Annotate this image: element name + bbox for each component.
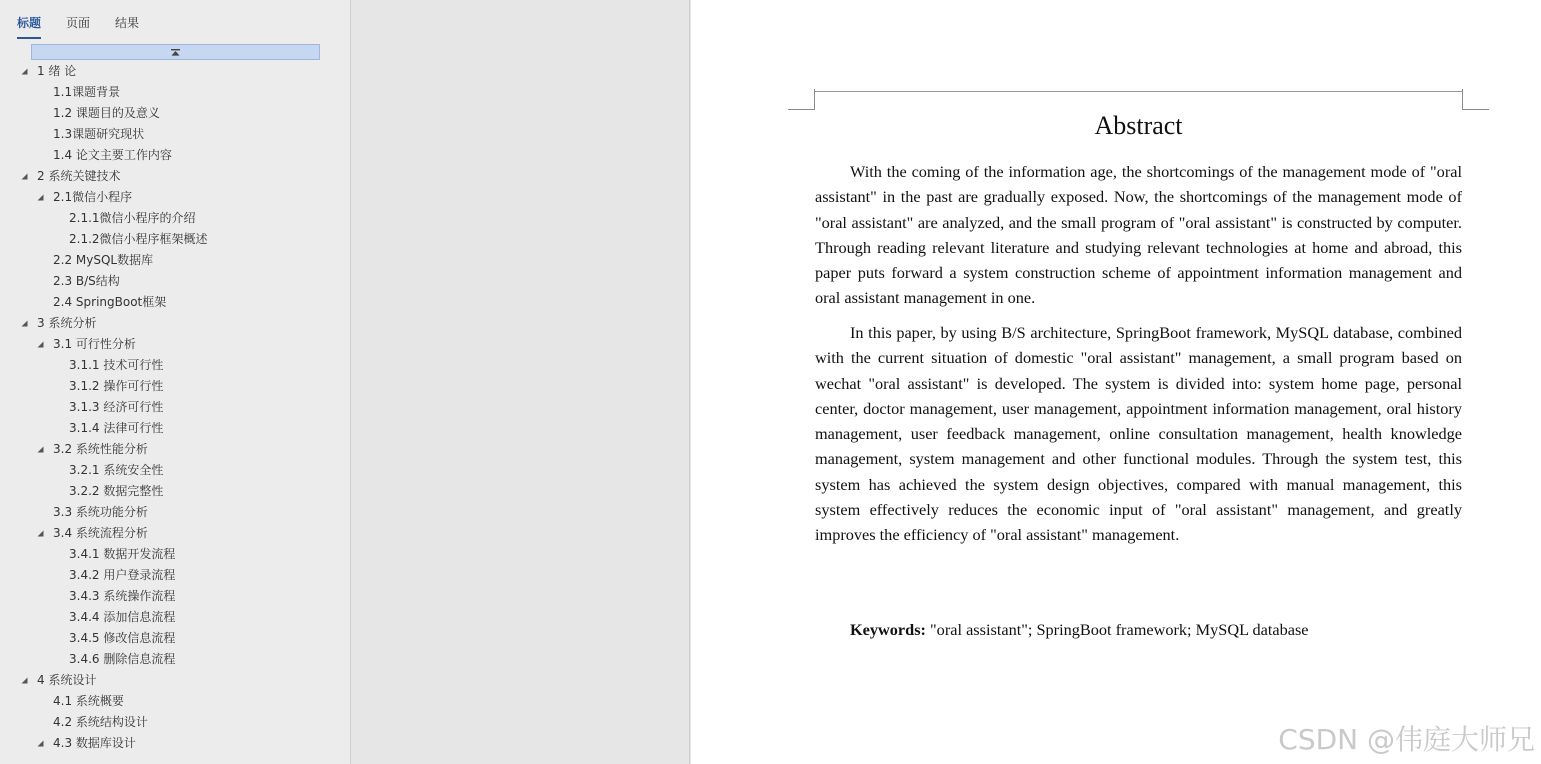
- outline-heading[interactable]: [0, 397, 350, 418]
- outline-heading-label: 1.4 论文主要工作内容: [53, 148, 172, 162]
- outline-heading-label: 2.4 SpringBoot框架: [53, 295, 167, 309]
- outline-heading[interactable]: [0, 271, 350, 292]
- outline-heading-label: 1.3课题研究现状: [53, 127, 145, 141]
- outline-heading-label: 4.2 系统结构设计: [53, 715, 148, 729]
- outline-heading-label: 3.4.6 删除信息流程: [69, 652, 176, 666]
- outline-heading[interactable]: [0, 586, 350, 607]
- outline-heading[interactable]: [0, 166, 350, 187]
- outline-heading-label: 3.2.2 数据完整性: [69, 484, 164, 498]
- outline-heading[interactable]: [0, 670, 350, 691]
- outline-heading-label: 3.4.2 用户登录流程: [69, 568, 176, 582]
- outline-heading[interactable]: [0, 691, 350, 712]
- outline-heading-label: 2.1微信小程序: [53, 190, 133, 204]
- outline-heading[interactable]: [0, 523, 350, 544]
- outline-heading-label: 1.1课题背景: [53, 85, 121, 99]
- outline-heading[interactable]: [0, 439, 350, 460]
- abstract-title: Abstract: [1094, 111, 1183, 140]
- outline-heading[interactable]: [0, 355, 350, 376]
- outline-heading-label: 3.4.3 系统操作流程: [69, 589, 176, 603]
- navigation-pane: [0, 0, 351, 764]
- heading-outline: [0, 61, 350, 754]
- document-canvas-background: [351, 0, 690, 764]
- outline-heading[interactable]: [0, 250, 350, 271]
- outline-heading-label: 2.1.2微信小程序框架概述: [69, 232, 208, 246]
- outline-heading-label: 3.1.4 法律可行性: [69, 421, 164, 435]
- outline-heading-label: 3.1 可行性分析: [53, 337, 136, 351]
- outline-heading-label: 1.2 课题目的及意义: [53, 106, 160, 120]
- outline-heading[interactable]: [0, 229, 350, 250]
- keywords-text: "oral assistant"; SpringBoot framework; MySQL database: [925, 620, 1309, 639]
- outline-heading-label: 4 系统设计: [37, 673, 97, 687]
- outline-heading[interactable]: [0, 565, 350, 586]
- outline-heading-label: 3.4.4 添加信息流程: [69, 610, 176, 624]
- outline-heading[interactable]: [0, 649, 350, 670]
- outline-heading[interactable]: [0, 712, 350, 733]
- keywords-label: Keywords:: [850, 620, 926, 639]
- outline-heading[interactable]: [0, 208, 350, 229]
- watermark: CSDN @伟庭大师兄: [1278, 723, 1535, 756]
- outline-heading-label: 3 系统分析: [37, 316, 97, 330]
- outline-heading-label: 3.4.1 数据开发流程: [69, 547, 176, 561]
- outline-heading-label: 3.3 系统功能分析: [53, 505, 148, 519]
- document-page[interactable]: [691, 0, 1541, 764]
- outline-heading[interactable]: [0, 187, 350, 208]
- outline-heading[interactable]: [0, 334, 350, 355]
- outline-heading-label: 3.1.1 技术可行性: [69, 358, 164, 372]
- outline-heading-label: 3.2.1 系统安全性: [69, 463, 164, 477]
- outline-heading-label: 3.2 系统性能分析: [53, 442, 148, 456]
- tab-pages[interactable]: 页面: [66, 16, 91, 30]
- crop-mark-top-right: [1462, 89, 1489, 110]
- outline-heading-label: 4.3 数据库设计: [53, 736, 136, 750]
- outline-heading[interactable]: [0, 82, 350, 103]
- outline-heading[interactable]: [0, 628, 350, 649]
- crop-mark-top-left: [788, 89, 815, 110]
- outline-heading[interactable]: [0, 376, 350, 397]
- outline-heading[interactable]: [0, 124, 350, 145]
- abstract-paragraph-2: In this paper, by using B/S architecture, SpringBoot framework, MySQL database, combined with the current situation of domestic "oral assistant" management, a small program based on wechat "oral assistant" is developed. The system is divided into: system home page, personal center, doctor management, user management, appointment information management, oral history management, user feedback management, online consultation management, health knowledge management, system management and other functional modules. Through the system test, this system has achieved the system design objectives, compared with manual management, this system effectively reduces the economic input of "oral assistant" management, and greatly improves the efficiency of "oral assistant" management.: [815, 323, 1462, 545]
- outline-heading-label: 3.1.2 操作可行性: [69, 379, 164, 393]
- outline-heading[interactable]: [0, 313, 350, 334]
- tab-headings[interactable]: 标题: [17, 14, 41, 39]
- outline-heading[interactable]: [0, 292, 350, 313]
- outline-heading[interactable]: [0, 733, 350, 754]
- outline-heading-label: 3.4.5 修改信息流程: [69, 631, 176, 645]
- navigation-tabs: [0, 0, 350, 40]
- outline-heading[interactable]: [0, 418, 350, 439]
- outline-heading[interactable]: [0, 61, 350, 82]
- outline-heading-label: 1 绪 论: [37, 64, 77, 78]
- collapse-up-icon: [171, 49, 180, 56]
- tab-results[interactable]: 结果: [115, 16, 140, 30]
- collapse-all-button[interactable]: [31, 44, 320, 60]
- abstract-paragraph-1: With the coming of the information age, the shortcomings of the management mode of "oral assistant" in the past are gradually exposed. Now, the shortcomings of the management mode of "oral assistant" are analyzed, and the small program of "oral assistant" is constructed by computer. Through reading relevant literature and studying relevant technologies at home and abroad, this paper puts forward a system construction scheme of appointment information management and oral assistant management in one.: [815, 162, 1462, 308]
- outline-heading[interactable]: [0, 145, 350, 166]
- outline-heading-label: 4.1 系统概要: [53, 694, 124, 708]
- outline-heading[interactable]: [0, 481, 350, 502]
- outline-heading-label: 3.1.3 经济可行性: [69, 400, 164, 414]
- outline-heading[interactable]: [0, 502, 350, 523]
- outline-heading[interactable]: [0, 607, 350, 628]
- header-rule: [815, 91, 1462, 92]
- outline-heading-label: 2.3 B/S结构: [53, 274, 120, 288]
- outline-heading[interactable]: [0, 460, 350, 481]
- outline-heading-label: 2 系统关键技术: [37, 169, 121, 183]
- outline-heading-label: 2.1.1微信小程序的介绍: [69, 211, 196, 225]
- outline-heading-label: 3.4 系统流程分析: [53, 526, 148, 540]
- outline-heading-label: 2.2 MySQL数据库: [53, 253, 154, 267]
- outline-heading[interactable]: [0, 544, 350, 565]
- outline-heading[interactable]: [0, 103, 350, 124]
- keywords-line: [850, 617, 1309, 642]
